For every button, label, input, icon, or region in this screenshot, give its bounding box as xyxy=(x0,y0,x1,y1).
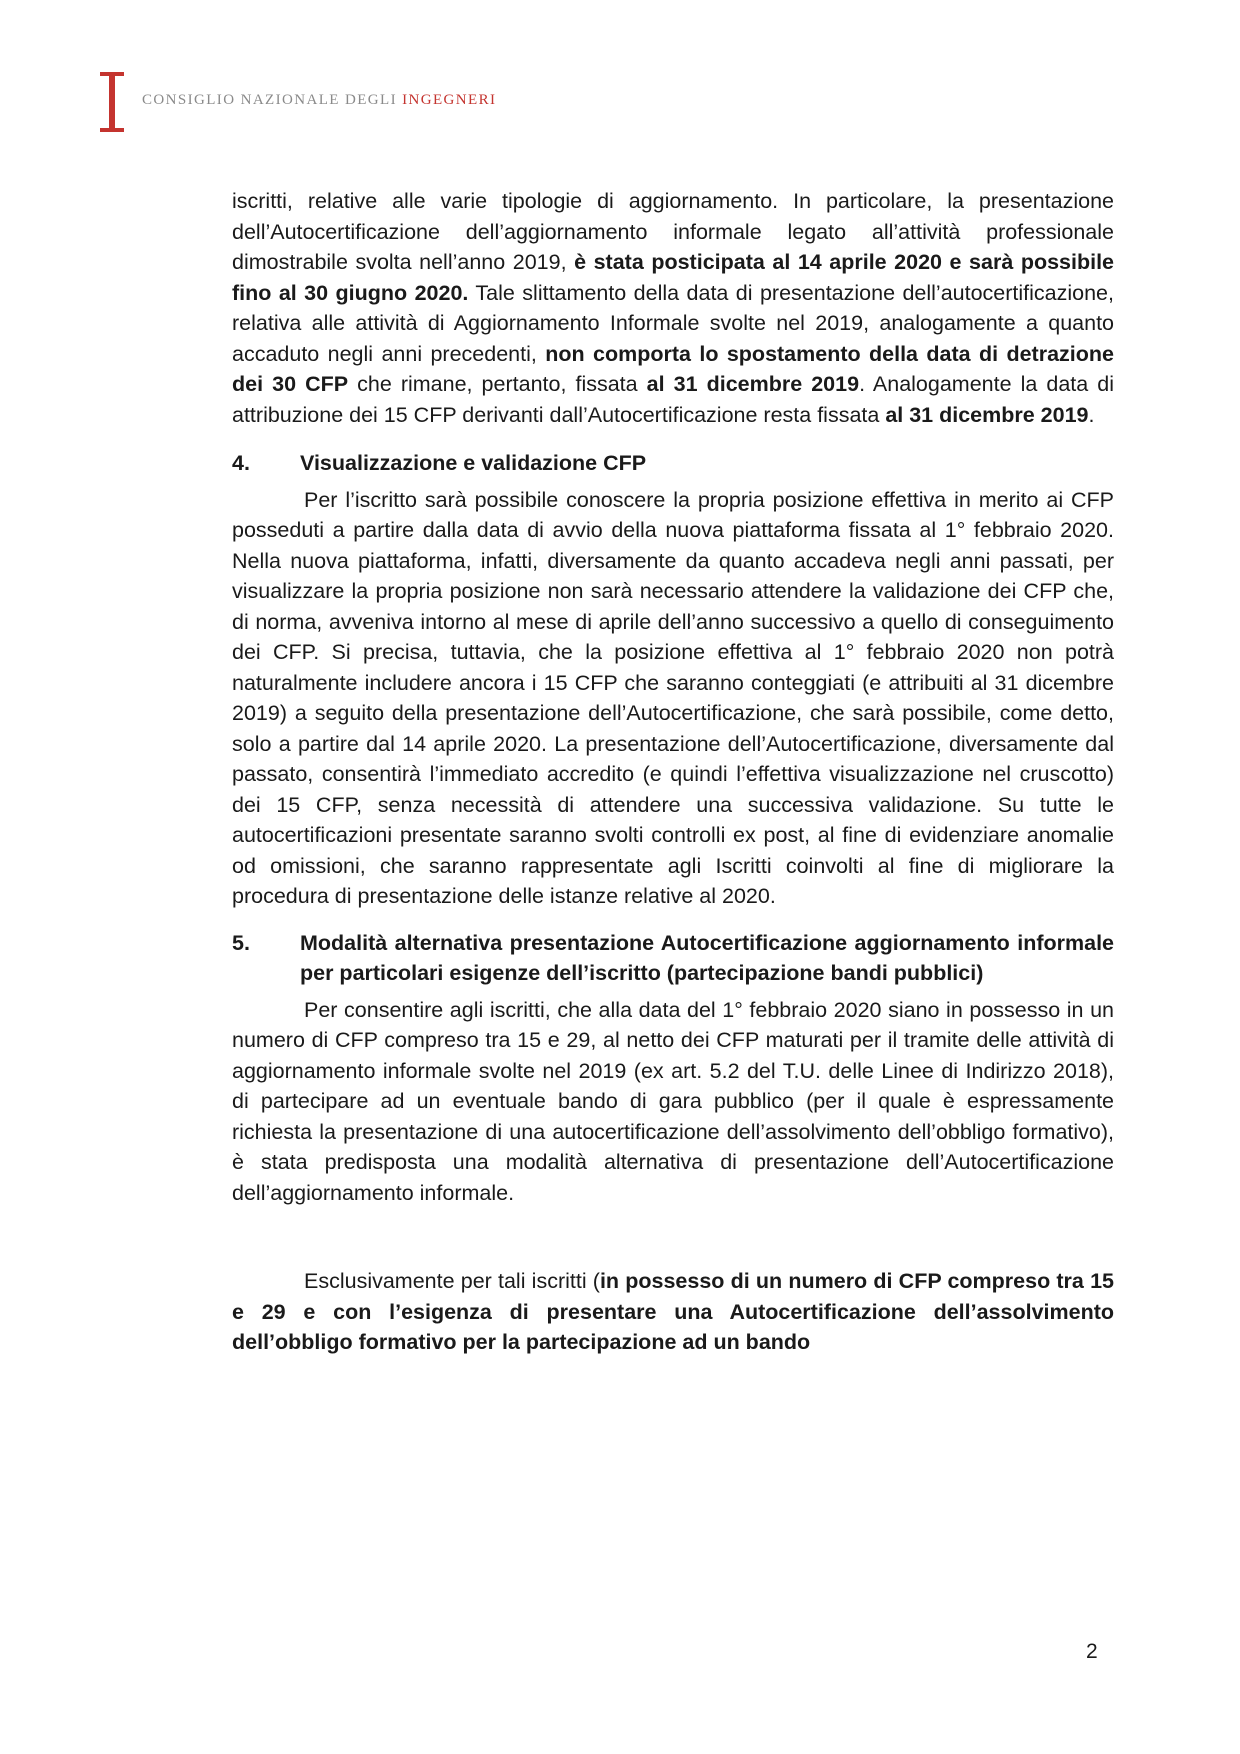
letterhead-title-main: CONSIGLIO NAZIONALE DEGLI xyxy=(142,92,397,108)
intro-bold-4: al 31 dicembre 2019 xyxy=(885,402,1089,427)
intro-text-1: iscritti, relative alle varie tipologie di aggiornamento. In particolare, la presentazione dell’Autocertificazione dell’aggiornamento informale legato all’attività professionale dimostrabile svolta nell’anno 2019, xyxy=(232,189,1114,274)
intro-text-2: Tale slittamento della data di presentazione dell’autocertificazione, relativa alle attività di Aggiornamento Informale svolte nel 2019, analogamente a quanto accaduto negli anni precedenti, xyxy=(232,280,1114,366)
section-4-number: 4. xyxy=(232,451,250,475)
letterhead-title xyxy=(142,92,496,109)
closing-paragraph xyxy=(232,1266,1114,1358)
section-4-heading xyxy=(232,448,1114,479)
section-4-body: Per l’iscritto sarà possibile conoscere la propria posizione effettiva in merito ai CFP posseduti a partire dalla data di avvio della nuova piattaforma fissata al 1° febbraio 2020. Nella nuova piattaforma, infatti, diversamente da quanto accadeva negli anni passati, per visualizzare la propria posizione non sarà necessario attendere la validazione dei CFP che, di norma, avveniva intorno al mese di aprile dell’anno successivo a quello di conseguimento dei CFP. Si precisa, tuttavia, che la posizione effettiva al 1° febbraio 2020 non potrà naturalmente includere ancora i 15 CFP che saranno conteggiati (e attribuiti al 31 dicembre 2019) a seguito della presentazione dell’Autocertificazione, che sarà possibile, come detto, solo a partire dal 14 aprile 2020. La presentazione dell’Autocertificazione, diversamente dal passato, consentirà l’immediato accredito (e quindi l’effettiva visualizzazione nel cruscotto) dei 15 CFP, senza necessità di attendere una successiva validazione. Su tutte le autocertificazioni presentate saranno svolti controlli ex post, al fine di evidenziare anomalie od omissioni, che saranno rappresentate agli Iscritti coinvolti al fine di migliorare la procedura di presentazione delle istanze relative al 2020. xyxy=(232,487,1114,908)
section-5-title: Modalità alternativa presentazione Autocertificazione aggiornamento informale per particolari esigenze dell’iscritto (partecipazione bandi pubblici) xyxy=(300,930,1114,985)
intro-text-3: che rimane, pertanto, fissata xyxy=(348,372,647,396)
section-5-heading xyxy=(232,928,1114,989)
section-5-number: 5. xyxy=(232,930,250,955)
document-body xyxy=(232,186,1114,1358)
intro-text-4: . Analogamente la data di attribuzione dei 15 CFP derivanti dall’Autocertificazione resta fissata xyxy=(232,372,1114,427)
logo-i-mark xyxy=(100,72,124,132)
intro-bold-2: non comporta lo spostamento della data di detrazione dei 30 CFP xyxy=(232,341,1114,396)
closing-bold: in possesso di un numero di CFP compreso tra 15 e 29 e con l’esigenza di presentare una Autocertificazione dell’assolvimento dell’obbligo formativo per la partecipazione ad un bando xyxy=(232,1269,1114,1354)
letterhead-title-accent: INGEGNERI xyxy=(402,92,497,108)
closing-text: Esclusivamente per tali iscritti ( xyxy=(304,1269,600,1293)
intro-bold-3: al 31 dicembre 2019 xyxy=(646,372,860,396)
intro-bold-1: è stata posticipata al 14 aprile 2020 e sarà possibile fino al 30 giugno 2020. xyxy=(232,250,1115,305)
intro-paragraph xyxy=(232,186,1114,430)
page-number: 2 xyxy=(1086,1640,1098,1663)
section-4-title: Visualizzazione e validazione CFP xyxy=(300,451,647,475)
intro-text-5: . xyxy=(1088,402,1095,427)
section-5-body: Per consentire agli iscritti, che alla data del 1° febbraio 2020 siano in possesso in un numero di CFP compreso tra 15 e 29, al netto dei CFP maturati per il tramite delle attività di aggiornamento informale svolte nel 2019 (ex art. 5.2 del T.U. delle Linee di Indirizzo 2018), di partecipare ad un eventuale bando di gara pubblico (per il quale è espressamente richiesta la presentazione di una autocertificazione dell’assolvimento dell’obbligo formativo), è stata predisposta una modalità alternativa di presentazione dell’Autocertificazione dell’aggiornamento informale. xyxy=(232,997,1114,1205)
